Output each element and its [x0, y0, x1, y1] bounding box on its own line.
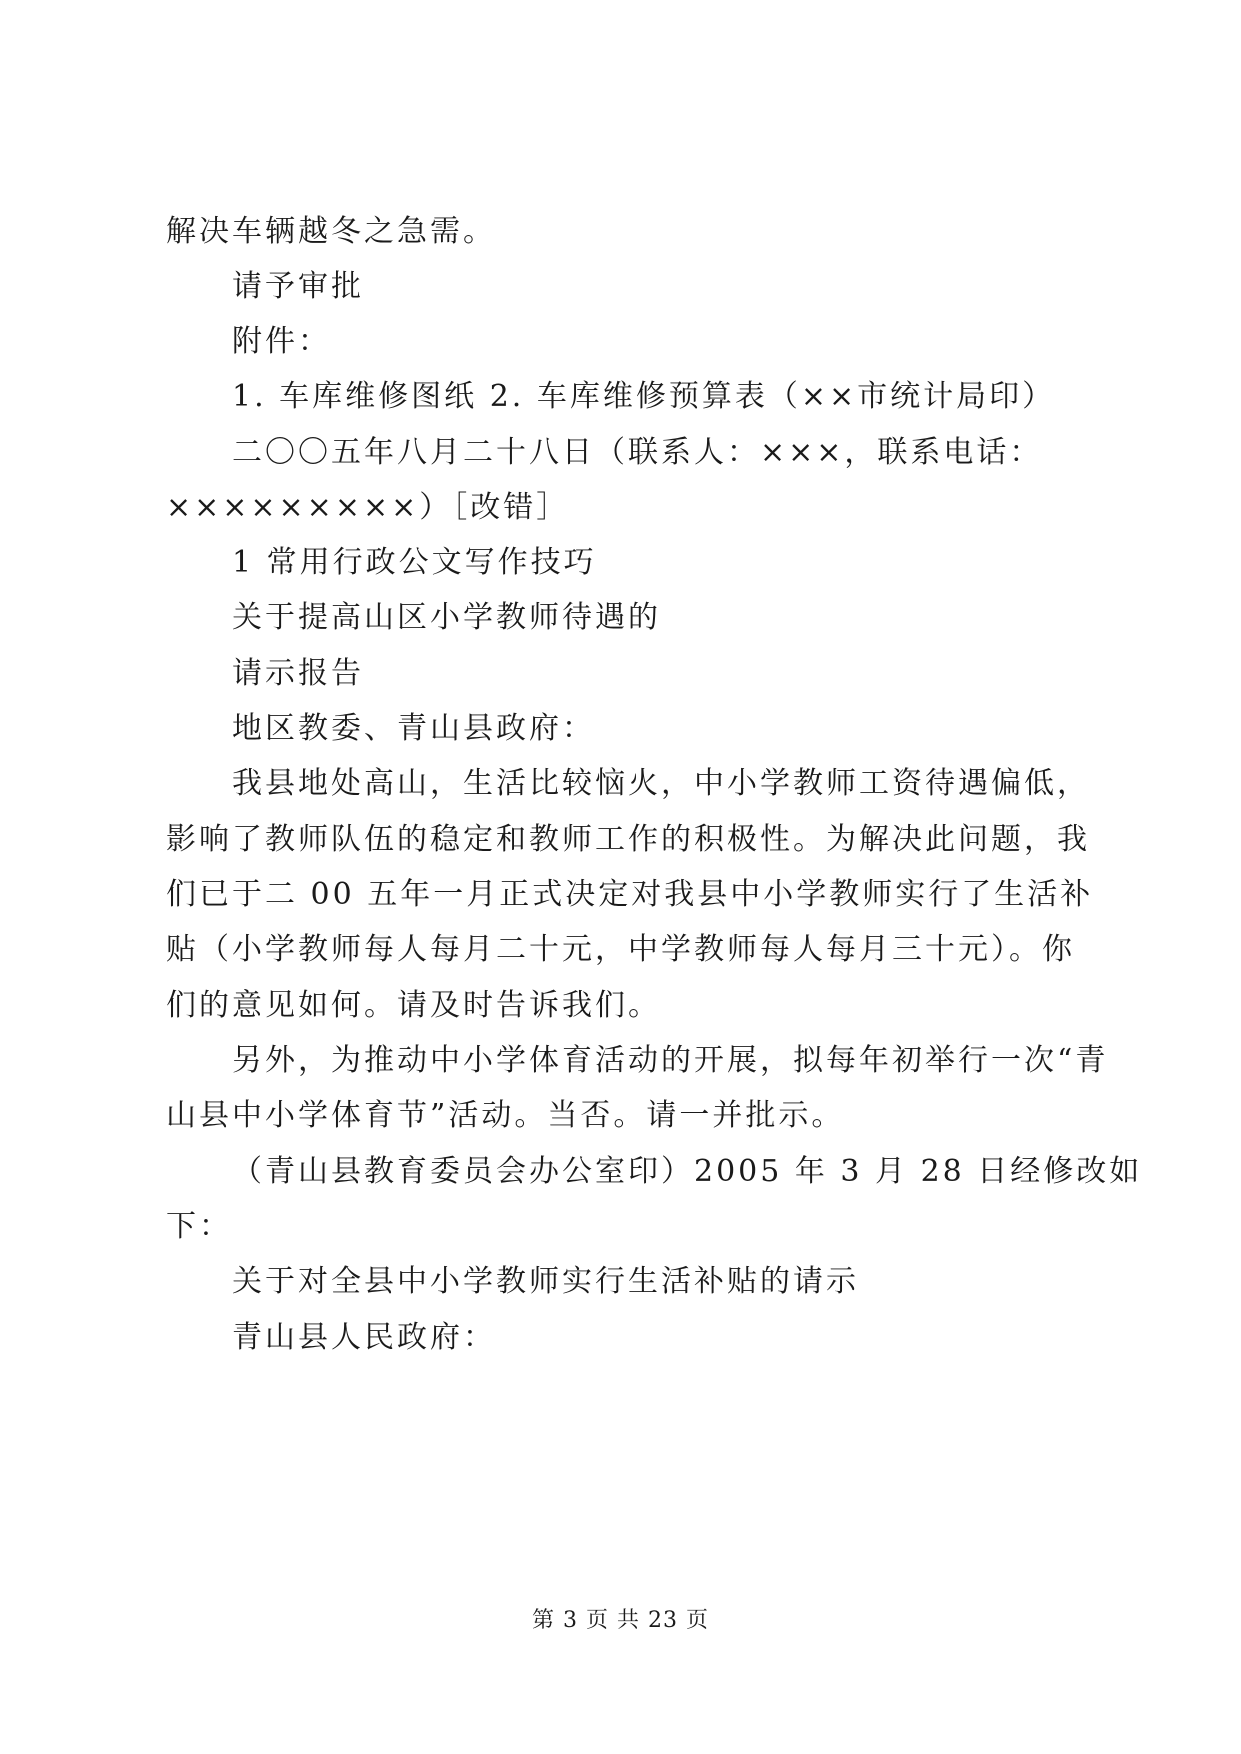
text-line: ×××××××××）［改错］ — [166, 490, 570, 525]
text-line: 附件： — [232, 324, 331, 359]
text-line: 1. 车库维修图纸 2. 车库维修预算表（××市统计局印） — [232, 379, 1056, 414]
page-number-footer: 第 3 页 共 23 页 — [532, 1608, 709, 1633]
text-line: 们的意见如何。请及时告诉我们。 — [166, 988, 661, 1023]
text-line: 关于提高山区小学教师待遇的 — [232, 600, 661, 635]
text-line: 影响了教师队伍的稳定和教师工作的积极性。为解决此问题，我 — [166, 822, 1090, 857]
text-line: 我县地处高山，生活比较恼火，中小学教师工资待遇偏低， — [232, 766, 1090, 801]
text-line: 另外，为推动中小学体育活动的开展，拟每年初举行一次“青 — [232, 1043, 1109, 1078]
text-line: 二〇〇五年八月二十八日（联系人：×××，联系电话： — [232, 435, 1043, 470]
text-line: 地区教委、青山县政府： — [232, 711, 595, 746]
text-line: 下： — [166, 1209, 232, 1244]
text-line: 1 常用行政公文写作技巧 — [232, 545, 597, 580]
text-line: （青山县教育委员会办公室印）2005 年 3 月 28 日经修改如 — [232, 1154, 1143, 1189]
text-line: 请示报告 — [232, 656, 364, 691]
text-line: 们已于二 00 五年一月正式决定对我县中小学教师实行了生活补 — [166, 877, 1094, 912]
text-line: 贴（小学教师每人每月二十元，中学教师每人每月三十元）。你 — [166, 932, 1075, 967]
text-line: 解决车辆越冬之急需。 — [166, 214, 496, 249]
text-line: 山县中小学体育节”活动。当否。请一并批示。 — [166, 1098, 845, 1133]
text-line: 请予审批 — [232, 269, 364, 304]
text-line: 青山县人民政府： — [232, 1320, 496, 1355]
text-line: 关于对全县中小学教师实行生活补贴的请示 — [232, 1264, 859, 1299]
